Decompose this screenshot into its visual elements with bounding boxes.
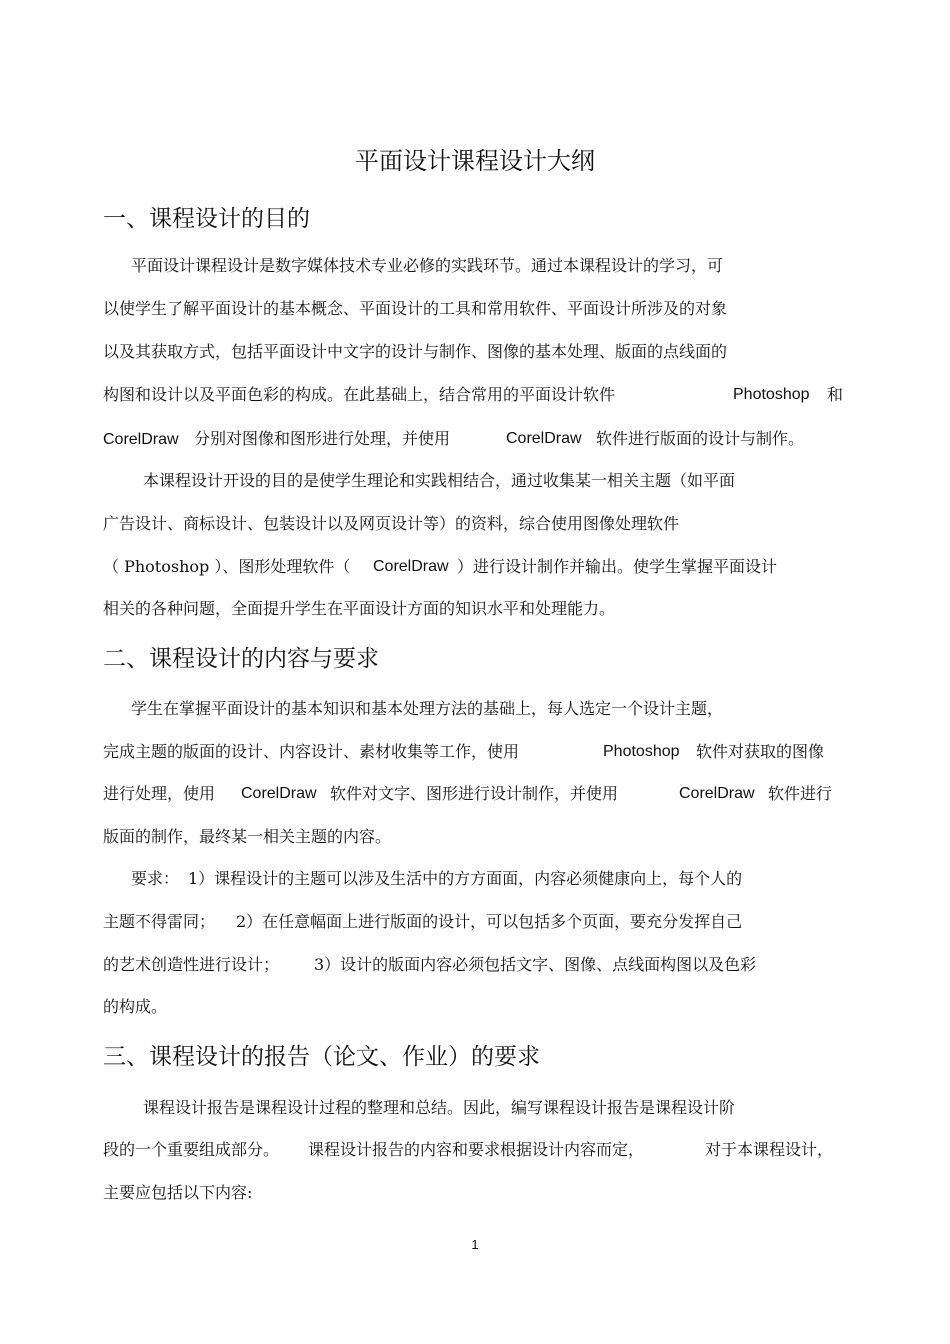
s2-line-5-req1: 1）课程设计的主题可以涉及生活中的方方面面，内容必须健康向上，每个人的 [188, 869, 743, 888]
s3-line-1: 课程设计报告是课程设计过程的整理和总结。因此，编写课程设计报告是课程设计阶 [143, 1098, 736, 1117]
s2-line-7 [103, 954, 847, 976]
s1-line-7: 广告设计、商标设计、包装设计以及网页设计等）的资料，综合使用图像处理软件 [103, 514, 680, 533]
s1-line-1: 平面设计课程设计是数字媒体技术专业必修的实践环节。通过本课程设计的学习，可 [131, 256, 724, 275]
s2-line-3-mid: 软件对文字、图形进行设计制作，并使用 [330, 784, 619, 803]
s2-line-3-coreldraw-a: CorelDraw [241, 785, 317, 802]
s2-line-8: 的构成。 [103, 997, 168, 1016]
s1-line-9: 相关的各种问题，全面提升学生在平面设计方面的知识水平和处理能力。 [103, 599, 616, 618]
s2-line-2-end: 软件对获取的图像 [696, 742, 825, 761]
s1-line-8 [103, 556, 847, 578]
s1-line-4-and: 和 [827, 385, 844, 404]
s1-line-8-end: ）进行设计制作并输出。使学生掌握平面设计 [457, 557, 778, 576]
s1-line-4 [103, 384, 847, 406]
s3-line-3: 主要应包括以下内容: [103, 1183, 253, 1202]
s2-line-6 [103, 911, 847, 933]
s3-line-2 [103, 1139, 847, 1161]
s1-line-5-coreldraw-b: CorelDraw [506, 430, 582, 447]
s1-line-3: 以及其获取方式，包括平面设计中文字的设计与制作、图像的基本处理、版面的点线面的 [103, 342, 728, 361]
s2-line-7-a: 的艺术创造性进行设计； [103, 955, 280, 974]
s3-line-2-a: 段的一个重要组成部分。 [103, 1140, 280, 1159]
s3-line-2-c: 对于本课程设计， [705, 1140, 834, 1159]
s2-line-6-req2: 2）在任意幅面上进行版面的设计，可以包括多个页面，要充分发挥自己 [236, 912, 743, 931]
section3-heading: 三、课程设计的报告（论文、作业）的要求 [103, 1044, 540, 1070]
s3-line-2-b: 课程设计报告的内容和要求根据设计内容而定， [308, 1140, 645, 1159]
s2-line-5-label: 要求： [131, 869, 180, 888]
s2-line-4: 版面的制作，最终某一相关主题的内容。 [103, 827, 392, 846]
s2-line-3-end: 软件进行 [768, 784, 833, 803]
s2-line-5 [131, 868, 875, 890]
s2-line-2-photoshop: Photoshop [603, 743, 680, 760]
s1-line-5 [103, 428, 847, 451]
s2-line-2-a: 完成主题的版面的设计、内容设计、素材收集等工作，使用 [103, 742, 520, 761]
section2-heading: 二、课程设计的内容与要求 [103, 646, 379, 672]
s2-line-6-a: 主题不得雷同； [103, 912, 216, 931]
s2-line-3-a: 进行处理，使用 [103, 784, 216, 803]
section1-heading: 一、课程设计的目的 [103, 206, 310, 232]
s2-line-2 [103, 741, 847, 763]
s1-line-2: 以使学生了解平面设计的基本概念、平面设计的工具和常用软件、平面设计所涉及的对象 [103, 299, 728, 318]
s2-line-1: 学生在掌握平面设计的基本知识和基本处理方法的基础上，每人选定一个设计主题， [131, 699, 724, 718]
document-title: 平面设计课程设计大纲 [355, 147, 595, 175]
s1-line-4-text: 构图和设计以及平面色彩的构成。在此基础上，结合常用的平面设计软件 [103, 385, 616, 404]
s1-line-5-end: 软件进行版面的设计与制作。 [596, 429, 805, 448]
s1-line-5-mid: 分别对图像和图形进行处理，并使用 [194, 429, 451, 448]
s2-line-3 [103, 783, 847, 805]
s2-line-3-coreldraw-b: CorelDraw [679, 785, 755, 802]
s1-line-5-coreldraw-a: CorelDraw [103, 431, 179, 448]
s2-line-7-req3: 3）设计的版面内容必须包括文字、图像、点线面构图以及色彩 [314, 955, 757, 974]
s1-line-6: 本课程设计开设的目的是使学生理论和实践相结合，通过收集某一相关主题（如平面 [143, 471, 736, 490]
s1-line-4-photoshop: Photoshop [733, 386, 810, 403]
page-number: 1 [471, 1237, 479, 1252]
s1-line-8-coreldraw: CorelDraw [373, 558, 449, 575]
s1-line-8-a: （ Photoshop ）、图形处理软件（ [103, 557, 351, 576]
